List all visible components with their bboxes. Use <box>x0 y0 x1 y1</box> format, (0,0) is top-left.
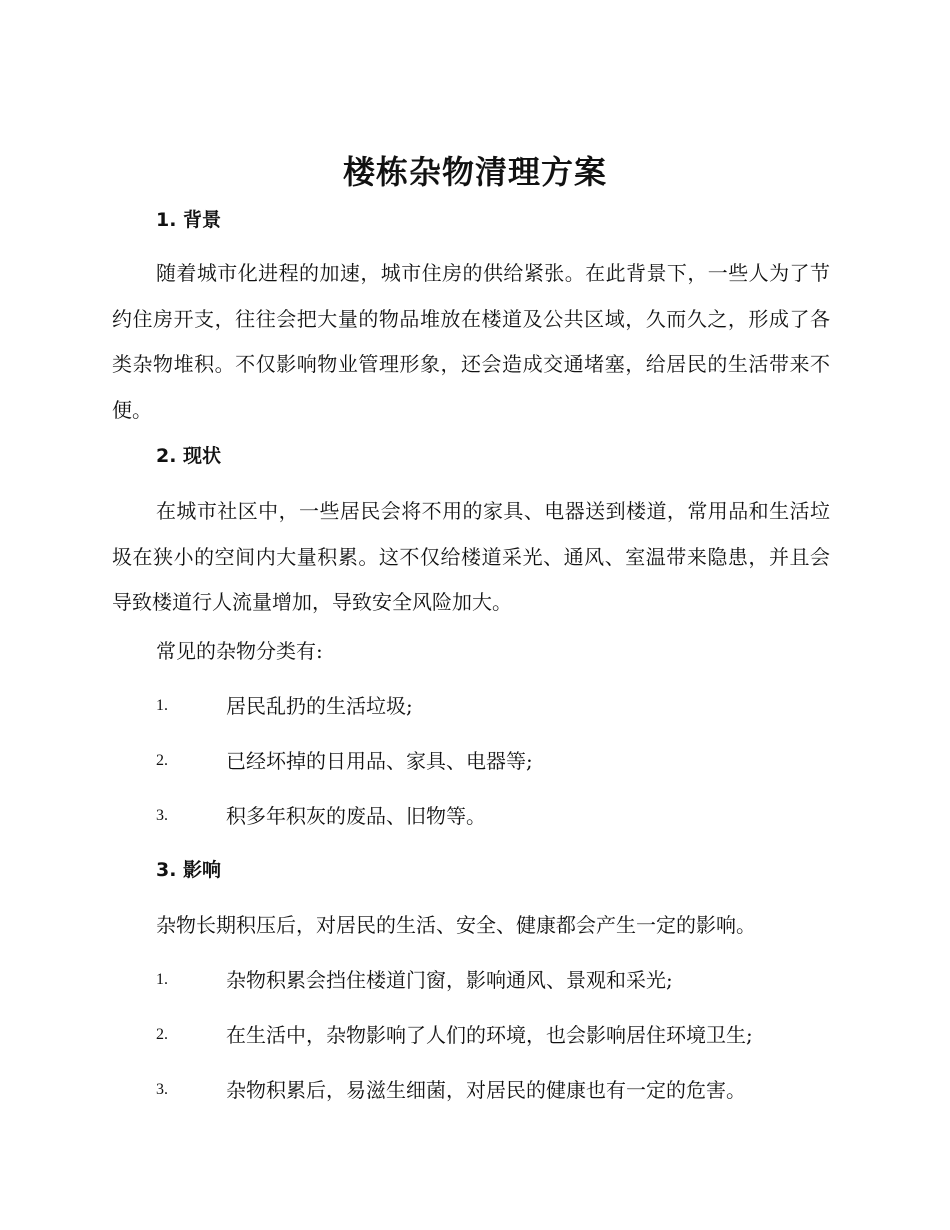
list-item-number: 2. <box>156 752 168 769</box>
status-paragraph: 在城市社区中，一些居民会将不用的家具、电器送到楼道，常用品和生活垃圾在狭小的空间内大量积累。这不仅给楼道采光、通风、室温带来隐患，并且会导致楼道行人流量增加，导致安全风险加大。 <box>112 499 830 614</box>
impact-intro: 杂物长期积压后，对居民的生活、安全、健康都会产生一定的影响。 <box>156 913 756 937</box>
list-item-text: 积多年积灰的废品、旧物等。 <box>226 804 486 828</box>
list-item-number: 1. <box>156 697 168 714</box>
list-item-text: 已经坏掉的日用品、家具、电器等; <box>226 749 533 773</box>
list-item-number: 1. <box>156 971 168 988</box>
section-heading-status: 2. 现状 <box>156 445 222 467</box>
list-item-text: 杂物积累会挡住楼道门窗，影响通风、景观和采光; <box>226 968 673 992</box>
list-item-number: 2. <box>156 1026 168 1043</box>
categories-intro: 常见的杂物分类有: <box>156 639 323 663</box>
list-item-number: 3. <box>156 1081 168 1098</box>
section-heading-background: 1. 背景 <box>156 209 222 231</box>
list-item-text: 杂物积累后，易滋生细菌，对居民的健康也有一定的危害。 <box>226 1078 746 1102</box>
list-item-number: 3. <box>156 807 168 824</box>
list-item-text: 在生活中，杂物影响了人们的环境，也会影响居住环境卫生; <box>226 1023 753 1047</box>
document-title: 楼栋杂物清理方案 <box>342 153 607 191</box>
background-paragraph: 随着城市化进程的加速，城市住房的供给紧张。在此背景下，一些人为了节约住房开支，往往会把大量的物品堆放在楼道及公共区域，久而久之，形成了各类杂物堆积。不仅影响物业管理形象，还会造成交通堵塞，给居民的生活带来不便。 <box>112 261 830 422</box>
section-heading-impact: 3. 影响 <box>156 859 222 881</box>
list-item-text: 居民乱扔的生活垃圾; <box>226 694 413 718</box>
